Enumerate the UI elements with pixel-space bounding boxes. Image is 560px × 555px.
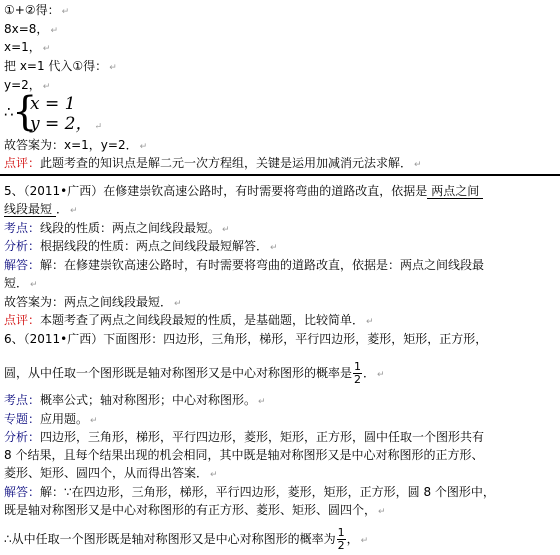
answer-blank: 线段最短 xyxy=(4,202,56,217)
text-line: x=1， ↵ xyxy=(4,40,51,54)
therefore-symbol: ∴ xyxy=(4,103,14,121)
system-equation-1: x = 1 xyxy=(30,94,76,114)
question-5-title-cont: 线段最短 ． ↵ xyxy=(4,202,78,216)
jieda-line: 解答：解：∵在四边形，三角形，梯形，平行四边形，菱形，矩形，正方形，圆 8 个图形中， xyxy=(4,485,495,499)
system-equation-2: y = 2， ↵ xyxy=(30,114,103,134)
comment-tag: 点评： xyxy=(4,156,41,170)
text-line: 把 x=1 代入①得： ↵ xyxy=(4,59,117,73)
comment-line: 点评：本题考查了两点之间线段最短的性质，是基础题，比较简单． ↵ xyxy=(4,313,374,327)
probability-fraction: $\frac{1}{2}$ xyxy=(337,526,345,552)
answer-line: 故答案为：x=1，y=2． ↵ xyxy=(4,138,148,152)
question-6-title: 6、（2011•广西）下面图形：四边形，三角形，梯形，平行四边形，菱形，矩形，正方形， xyxy=(4,332,488,346)
question-6-title-cont: 圆，从中任取一个图形既是轴对称图形又是中心对称图形的概率是 $\frac{1}{2}$ ． ↵ xyxy=(4,360,385,386)
question-5-title: 5、（2011•广西）在修建崇钦高速公路时，有时需要将弯曲的道路改直，依据是 两点之间 xyxy=(4,183,483,199)
jieda-line: 解答：解：在修建崇钦高速公路时，有时需要将弯曲的道路改直，依据是：两点之间线段最 xyxy=(4,258,485,272)
comment-line: 点评：此题考查的知识点是解二元一次方程组，关键是运用加减消元法求解． ↵ xyxy=(4,156,422,170)
text-line: ①+②得： ↵ xyxy=(4,3,70,17)
section-divider xyxy=(0,174,560,176)
kaodian-line: 考点：概率公式；轴对称图形；中心对称图形。 ↵ xyxy=(4,393,266,407)
probability-fraction: $\frac{1}{2}$ xyxy=(354,360,362,386)
jieda-line-cont: 既是轴对称图形又是中心对称图形的有正方形、菱形、矩形、圆四个， ↵ xyxy=(4,503,386,517)
text-line: 8x=8， ↵ xyxy=(4,22,58,36)
answer-blank: 两点之间 xyxy=(427,184,483,199)
text-line: y=2， ↵ xyxy=(4,78,51,92)
fenxi-line: 分析：根据线段的性质：两点之间线段最短解答． ↵ xyxy=(4,239,278,253)
fenxi-line-cont: 菱形、矩形、圆四个，从而得出答案． ↵ xyxy=(4,466,218,480)
jieda-line-cont: 短． ↵ xyxy=(4,276,38,290)
fenxi-line: 分析：四边形，三角形，梯形，平行四边形，菱形，矩形，正方形，圆中任取一个图形共有 xyxy=(4,430,485,444)
conclusion-line: ∴从中任取一个图形既是轴对称图形又是中心对称图形的概率为 $\frac{1}{2}$ ， ↵ xyxy=(4,526,369,552)
kaodian-line: 考点：线段的性质：两点之间线段最短。 ↵ xyxy=(4,221,230,235)
zhuanti-line: 专题：应用题。 ↵ xyxy=(4,412,98,426)
fenxi-line-cont: 8 个结果，且每个结果出现的机会相同，其中既是轴对称图形又是中心对称图形的正方形、 xyxy=(4,448,484,462)
answer-line: 故答案为：两点之间线段最短． ↵ xyxy=(4,295,182,309)
system-brace: { xyxy=(12,89,38,135)
